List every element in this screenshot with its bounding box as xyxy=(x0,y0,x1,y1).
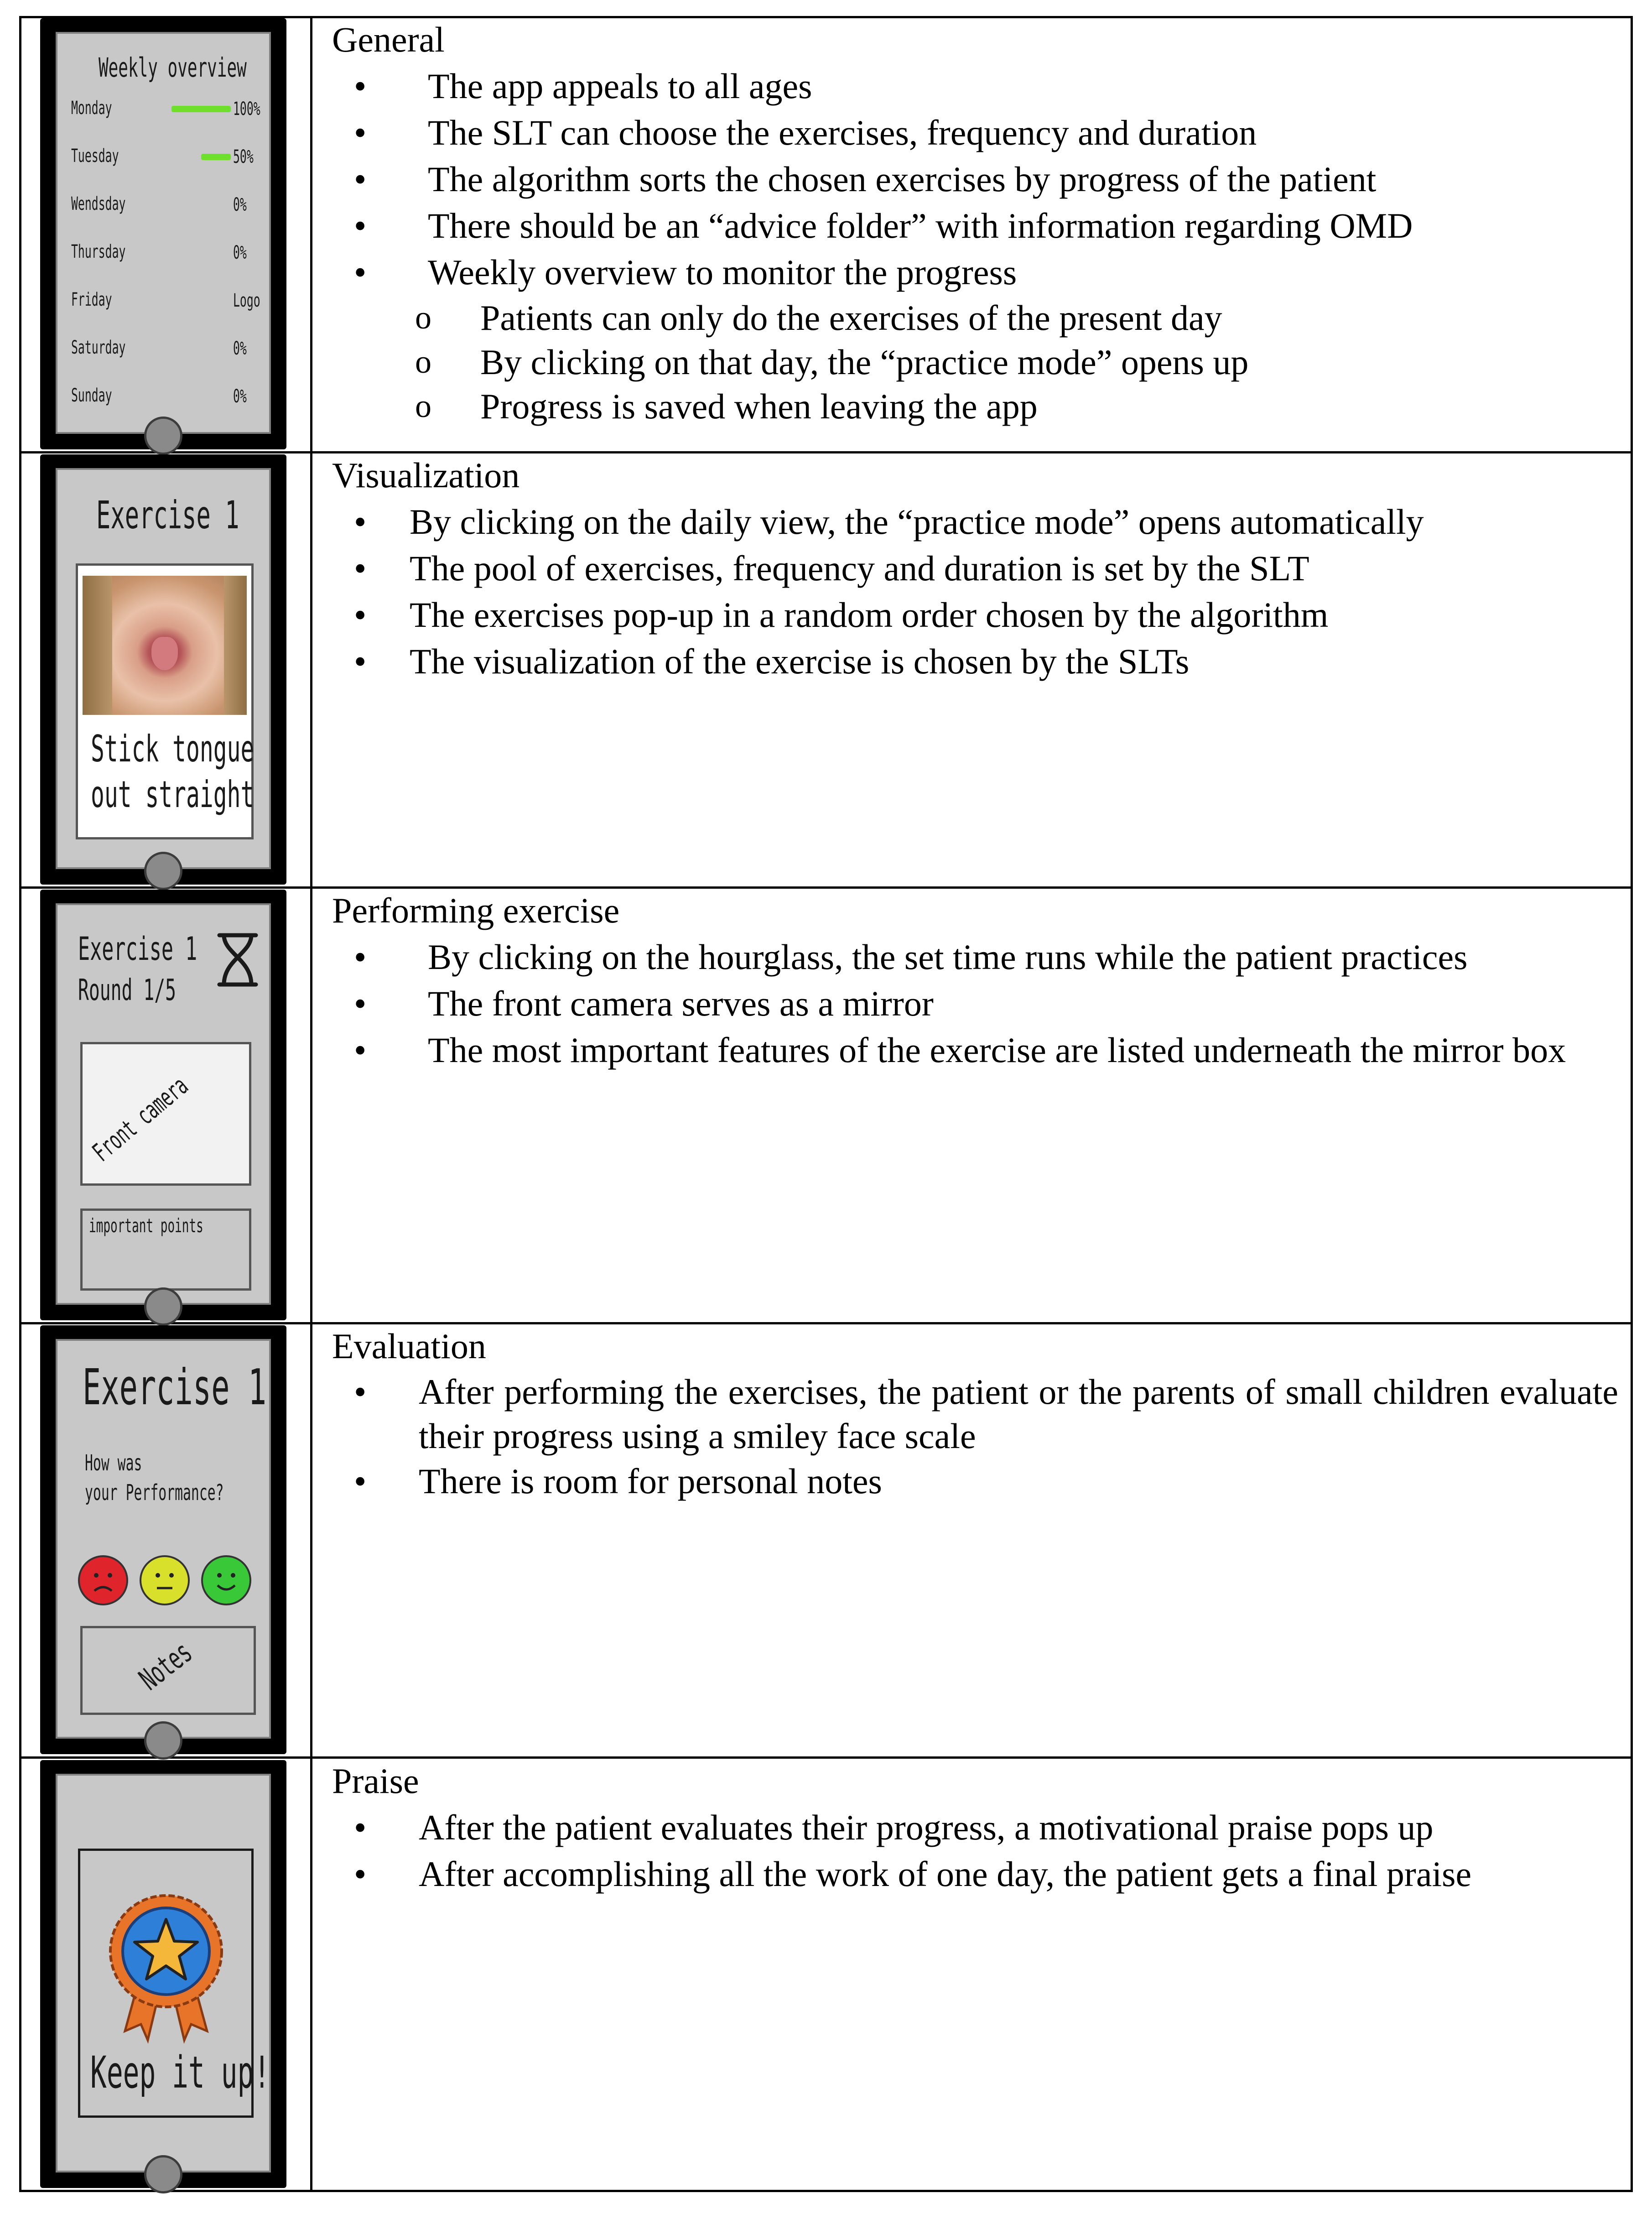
exercise-card xyxy=(76,563,254,839)
phone-mockup-weekly-overview xyxy=(40,18,286,449)
phone-screen xyxy=(56,903,271,1305)
weekly-day-label: Friday xyxy=(71,289,112,310)
weekly-row-saturday[interactable] xyxy=(71,337,263,374)
table-row-divider xyxy=(19,1756,1633,1759)
weekly-row-friday[interactable] xyxy=(71,289,263,326)
happy-face-icon xyxy=(203,1557,249,1604)
weekly-day-value: Logo xyxy=(233,290,260,311)
home-button[interactable] xyxy=(144,852,182,890)
bullet-item: • By clicking on the hourglass, the set time runs while the patient practices xyxy=(332,934,1618,980)
table-border-right xyxy=(1631,16,1633,2192)
table-row-divider xyxy=(19,886,1633,889)
home-button[interactable] xyxy=(144,1287,182,1326)
home-button[interactable] xyxy=(144,1721,182,1760)
photo-hair-right xyxy=(224,576,247,715)
bullet-list xyxy=(332,499,1618,685)
section-title: Praise xyxy=(332,1761,419,1801)
weekly-overview-title: Weekly overview xyxy=(99,52,247,83)
weekly-day-label: Wendsday xyxy=(71,193,126,214)
bullet-item: • The exercises pop-up in a random order chosen by the algorithm xyxy=(332,592,1618,638)
bullet-item: • By clicking on the daily view, the “practice mode” opens automatically xyxy=(332,499,1618,545)
bullet-item: • After accomplishing all the work of one day, the patient gets a final praise xyxy=(332,1851,1618,1897)
exercise-title: Exercise 1 xyxy=(78,930,197,968)
phone-screen xyxy=(56,468,271,869)
happy-smiley-button[interactable] xyxy=(201,1555,251,1605)
exercise-round: Round 1/5 xyxy=(78,974,177,1007)
bullet-item: • The algorithm sorts the chosen exercises by progress of the patient xyxy=(332,156,1618,203)
section-title: Performing exercise xyxy=(332,891,620,930)
section-visualization xyxy=(332,455,1618,685)
sad-smiley-button[interactable] xyxy=(78,1555,128,1605)
photo-hair-left xyxy=(83,576,112,715)
bullet-list xyxy=(332,934,1618,1073)
praise-message: Keep it up! xyxy=(90,2047,270,2098)
weekly-day-value: 50% xyxy=(233,146,254,167)
weekly-row-monday[interactable] xyxy=(71,98,263,134)
section-evaluation xyxy=(332,1326,1618,1505)
bullet-item: • There should be an “advice folder” with information regarding OMD xyxy=(332,203,1618,249)
sad-face-icon xyxy=(80,1557,126,1604)
bullet-item: • After performing the exercises, the patient or the parents of small children evaluate their progress using a smiley face scale xyxy=(332,1370,1618,1458)
table-row-divider xyxy=(19,451,1633,453)
weekly-day-value: 0% xyxy=(233,386,247,407)
medal-icon xyxy=(107,1894,225,2045)
notes-box[interactable] xyxy=(80,1626,256,1715)
hourglass-icon[interactable] xyxy=(215,932,260,987)
bullet-list xyxy=(332,63,1618,296)
section-title: Visualization xyxy=(332,455,520,495)
phone-mockup-evaluation xyxy=(40,1325,286,1754)
neutral-face-icon xyxy=(141,1557,188,1604)
bullet-list xyxy=(332,1370,1618,1505)
weekly-day-label: Monday xyxy=(71,98,112,119)
section-title: Evaluation xyxy=(332,1326,486,1366)
progress-bar xyxy=(201,154,231,160)
phone-mockup-praise xyxy=(40,1760,286,2188)
important-points-label: important points xyxy=(89,1214,203,1237)
weekly-row-sunday[interactable] xyxy=(71,385,263,422)
weekly-day-label: Thursday xyxy=(71,241,126,262)
phone-screen xyxy=(56,1774,271,2172)
bullet-item: • After the patient evaluates their progress, a motivational praise pops up xyxy=(332,1804,1618,1851)
sub-bullet-item: o By clicking on that day, the “practice mode” opens up xyxy=(332,340,1618,384)
praise-card xyxy=(78,1849,270,2118)
phone-screen xyxy=(56,32,271,434)
table-border-bottom xyxy=(19,2190,1633,2192)
sub-bullet-item: o Patients can only do the exercises of the present day xyxy=(332,296,1618,340)
performance-question-line2: your Performance? xyxy=(85,1480,224,1506)
table-row-divider xyxy=(19,1322,1633,1324)
notes-label: Notes xyxy=(133,1635,199,1697)
photo-tongue xyxy=(151,637,178,670)
front-camera-box xyxy=(80,1042,251,1186)
phone-screen xyxy=(56,1339,271,1739)
bullet-item: • The pool of exercises, frequency and duration is set by the SLT xyxy=(332,545,1618,592)
weekly-day-value: 0% xyxy=(233,194,247,215)
bullet-item: • The app appeals to all ages xyxy=(332,63,1618,109)
weekly-day-value: 100% xyxy=(233,99,260,120)
bullet-item: • There is room for personal notes xyxy=(332,1458,1618,1505)
table-border-left xyxy=(19,16,21,2192)
bullet-item: • The most important features of the exercise are listed underneath the mirror box xyxy=(332,1027,1618,1073)
exercise-photo xyxy=(83,576,247,715)
sub-bullet-item: o Progress is saved when leaving the app xyxy=(332,384,1618,428)
performance-question-line1: How was xyxy=(85,1450,142,1476)
weekly-day-label: Saturday xyxy=(71,337,126,358)
section-praise xyxy=(332,1761,1618,1897)
weekly-day-value: 0% xyxy=(233,338,247,359)
home-button[interactable] xyxy=(144,417,182,455)
bullet-item: • The SLT can choose the exercises, frequency and duration xyxy=(332,109,1618,156)
bullet-item: • The front camera serves as a mirror xyxy=(332,980,1618,1027)
weekly-row-tuesday[interactable] xyxy=(71,146,263,182)
bullet-item: • The visualization of the exercise is chosen by the SLTs xyxy=(332,638,1618,685)
weekly-day-label: Sunday xyxy=(71,385,112,406)
progress-bar xyxy=(171,106,231,112)
front-camera-label: Front camera xyxy=(87,1071,194,1167)
section-general xyxy=(332,19,1618,428)
important-points-box xyxy=(80,1209,251,1291)
bullet-list xyxy=(332,1804,1618,1897)
section-performing-exercise xyxy=(332,890,1618,1073)
exercise-title: Exercise 1 xyxy=(83,1359,267,1416)
bullet-item: • Weekly overview to monitor the progress xyxy=(332,249,1618,296)
weekly-row-wendsday[interactable] xyxy=(71,193,263,230)
weekly-day-value: 0% xyxy=(233,242,247,263)
neutral-smiley-button[interactable] xyxy=(140,1555,190,1605)
weekly-row-thursday[interactable] xyxy=(71,241,263,278)
exercise-caption-line2: out straight xyxy=(91,773,255,816)
exercise-title: Exercise 1 xyxy=(96,493,239,537)
sub-bullet-list xyxy=(332,296,1618,428)
exercise-caption-line1: Stick tongue xyxy=(91,728,255,770)
weekly-day-label: Tuesday xyxy=(71,146,119,167)
phone-mockup-performing xyxy=(40,890,286,1320)
table-column-divider xyxy=(310,16,312,2192)
phone-mockup-visualization xyxy=(40,454,286,885)
home-button[interactable] xyxy=(144,2155,182,2193)
section-title: General xyxy=(332,20,445,59)
